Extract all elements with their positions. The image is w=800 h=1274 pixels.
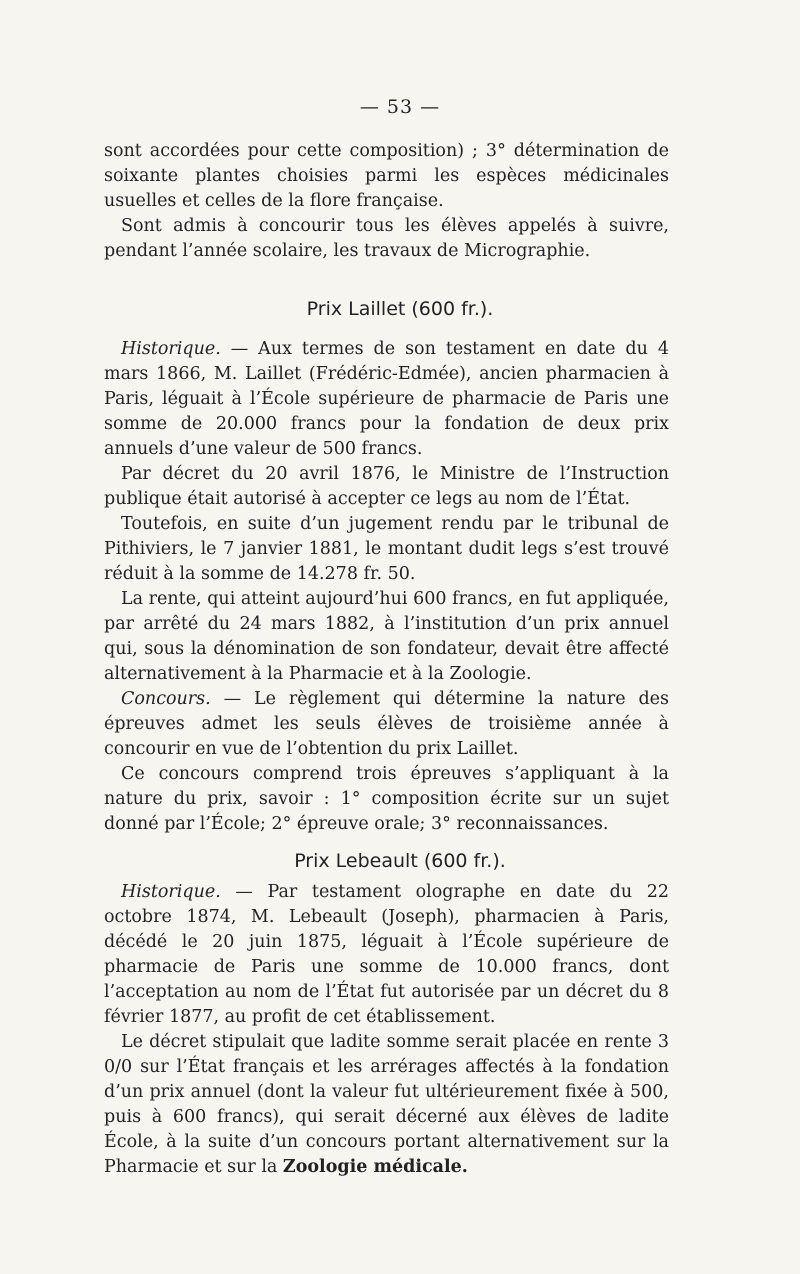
lebeault-paragraph-1-text: — Par testament olographe en date du 22 octobre 1874, M. Lebeault (Joseph), pharmacien à Paris, décédé le 20 juin 1875, léguait à l’École supérieure de pharmacie de Paris une somme de 10.000 francs, dont l’acceptation au nom de l’État fut autorisée par un décret du 8 février 1877, au profit de cet établissement. [104,882,669,1027]
concours-label: Concours. [121,689,211,709]
intro-paragraph-1: sont accordées pour cette composition) ; 3° détermination de soixante plantes choisies parmi les espèces médicinales usuelles et celles de la flore française. [104,141,669,211]
section-heading-laillet: Prix Laillet (600 fr.). [306,298,494,320]
page-number: — 53 — [359,96,441,118]
laillet-paragraph-1-text: — Aux termes de son testament en date du 4 mars 1866, M. Laillet (Frédéric-Edmée), ancien pharmacien à Paris, léguait à l’École supérieure de pharmacie de Paris une somme de 20.000 francs pour la fondation de deux prix annuels d’une valeur de 500 francs. [104,339,669,459]
intro-paragraph-2: Sont admis à concourir tous les élèves appelés à suivre, pendant l’année scolaire, les travaux de Micrographie. [104,216,669,261]
laillet-paragraph-4: La rente, qui atteint aujourd’hui 600 francs, en fut appliquée, par arrêté du 24 mars 1882, à l’institution d’un prix annuel qui, sous la dénomination de son fondateur, devait être affecté alternativement à la Pharmacie et à la Zoologie. [104,589,669,684]
lebeault-paragraph-2-end: Zoologie médicale. [282,1157,468,1177]
intro-block [104,139,669,264]
laillet-paragraph-2: Par décret du 20 avril 1876, le Ministre de l’Instruction publique était autorisé à accepter ce legs au nom de l’État. [104,464,669,509]
section-lebeault-body [104,880,669,1180]
section-laillet-body [104,337,669,837]
lebeault-paragraph-2-text: Le décret stipulait que ladite somme serait placée en rente 3 0/0 sur l’État français et les arrérages affectés à la fondation d’un prix annuel (dont la valeur fut ultérieurement fixée à 500, puis à 600 francs), qui serait décerné aux élèves de ladite École, à la suite d’un concours portant alternativement sur la Pharmacie et sur la [104,1032,669,1177]
laillet-paragraph-3: Toutefois, en suite d’un jugement rendu par le tribunal de Pithiviers, le 7 janvier 1881, le montant dudit legs s’est trouvé réduit à la somme de 14.278 fr. 50. [104,514,669,584]
lebeault-paragraph-2 [104,1030,669,1180]
laillet-paragraph-1 [104,337,669,462]
lebeault-paragraph-1 [104,880,669,1030]
laillet-paragraph-5-text: — Le règlement qui détermine la nature des épreuves admet les seuls élèves de troisième année à concourir en vue de l’obtention du prix Laillet. [104,689,669,759]
historique-label: Historique. [121,339,221,359]
historique-label-2: Historique. [121,882,221,902]
section-heading-lebeault: Prix Lebeault (600 fr.). [294,850,506,872]
laillet-paragraph-6: Ce concours comprend trois épreuves s’appliquant à la nature du prix, savoir : 1° composition écrite sur un sujet donné par l’École; 2° épreuve orale; 3° reconnaissances. [104,764,669,834]
laillet-paragraph-5 [104,687,669,762]
